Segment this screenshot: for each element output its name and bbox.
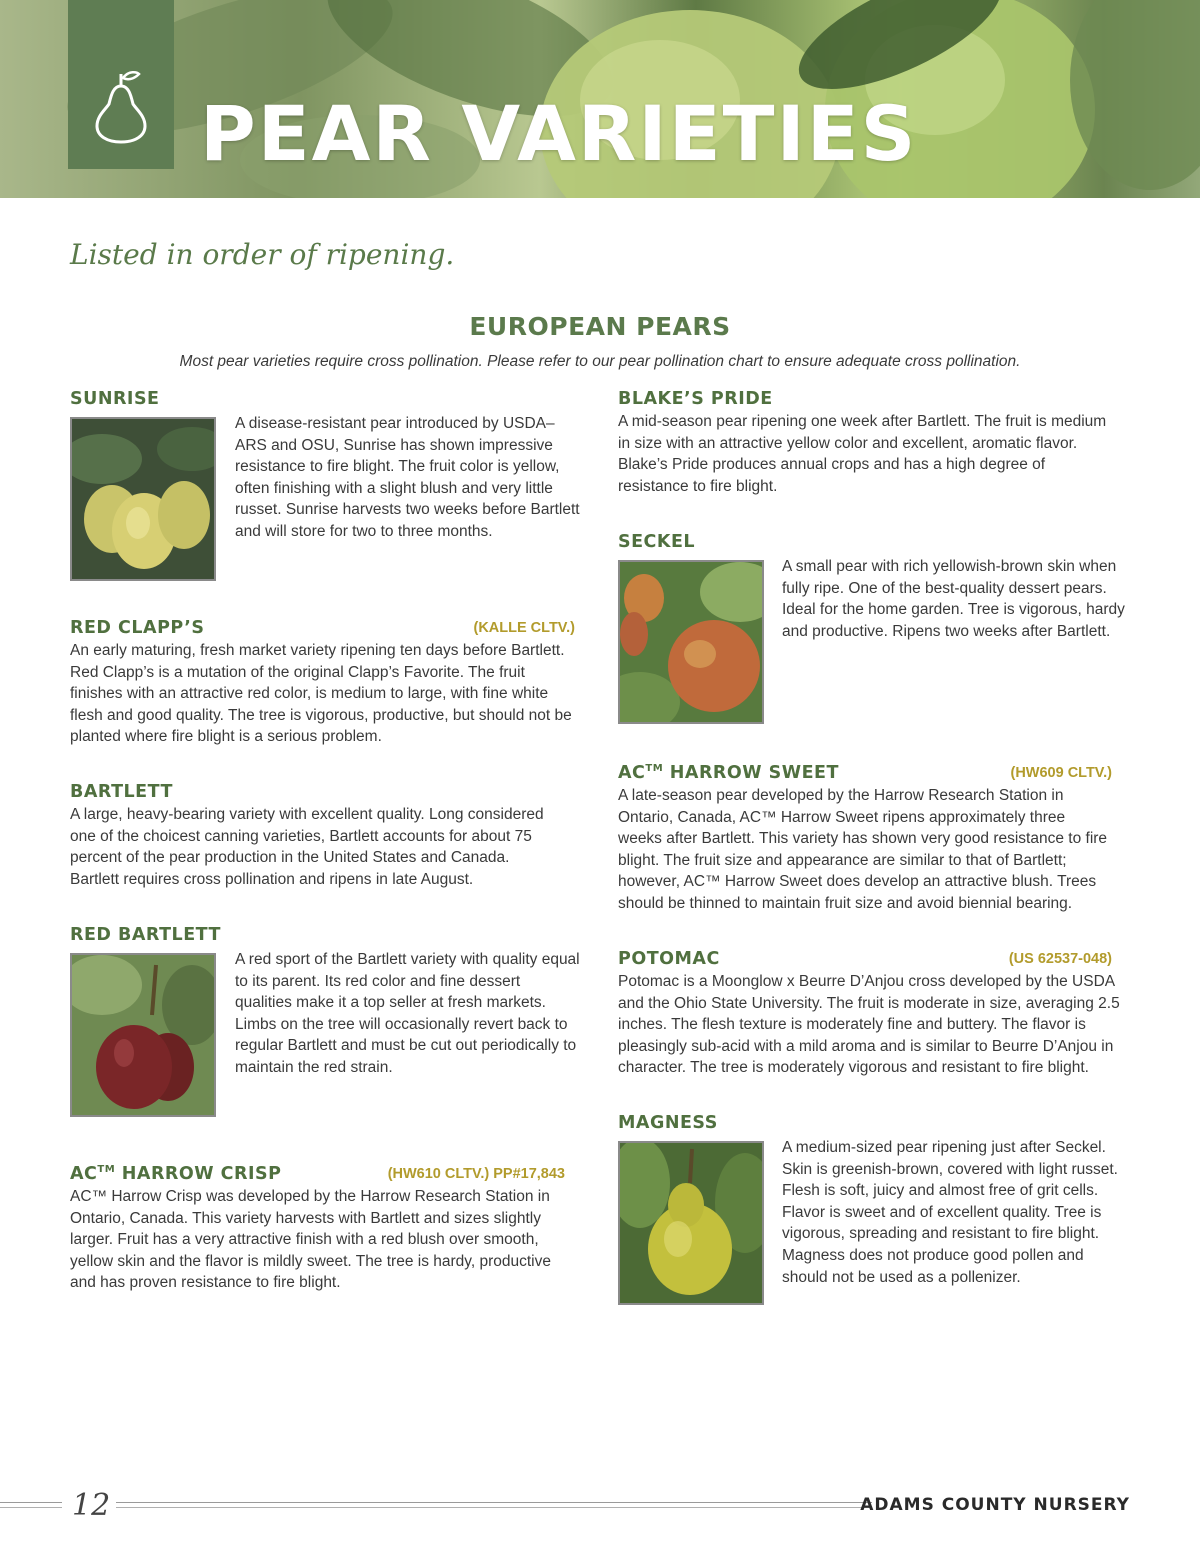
variety-red-bartlett bbox=[70, 925, 580, 1125]
variety-name: MAGNESS bbox=[618, 1113, 718, 1133]
variety-sunrise bbox=[70, 389, 580, 589]
variety-name: BLAKE’S PRIDE bbox=[618, 389, 773, 409]
magness-photo bbox=[618, 1141, 764, 1305]
variety-name: RED CLAPP’S bbox=[70, 618, 205, 638]
variety-name: POTOMAC bbox=[618, 949, 720, 969]
variety-description: A medium-sized pear ripening just after Seckel. Skin is greenish-brown, covered with light russet. Flesh is soft, juicy and almost free of grit cells. Flavor is sweet and of excellent quality. Tree is vigorous, spreading and resistant to fire blight. Magness does not produce good pollen and should not be used as a pollenizer. bbox=[782, 1139, 1118, 1286]
variety-description: A late-season pear developed by the Harrow Research Station in Ontario, Canada, AC™ Harrow Sweet ripens approximately three weeks after Bartlett. This variety has shown very good resistance to fire blight. The fruit size and appearance are similar to that of Bartlett; however, AC™ Harrow Sweet does develop an attractive blush. Trees should be thinned to maintain fruit size and avoid biennial bearing. bbox=[618, 787, 1108, 912]
variety-seckel bbox=[618, 532, 1130, 732]
variety-description: AC™ Harrow Crisp was developed by the Harrow Research Station in Ontario, Canada. This variety harvests with Bartlett and sizes slightly larger. Fruit has a very attractive finish with a red blush over smooth, yellow skin and the flavor is mildly sweet. The tree is hardy, productive and has proven resistance to fire blight. bbox=[70, 1188, 551, 1292]
variety-name: AC™ HARROW SWEET bbox=[618, 763, 839, 783]
pear-icon bbox=[93, 68, 149, 144]
footer-rule-left bbox=[0, 1502, 62, 1503]
variety-name: AC™ HARROW CRISP bbox=[70, 1164, 282, 1184]
page-number: 12 bbox=[72, 1488, 111, 1523]
red-bartlett-photo bbox=[70, 953, 216, 1117]
trademark-mark: TM bbox=[97, 1164, 116, 1176]
variety-description: Potomac is a Moonglow x Beurre D’Anjou cross developed by the USDA and the Ohio State University. The fruit is moderate in size, averaging 2.5 inches. The flesh texture is moderately fine and buttery. The flavor is pleasingly sub-acid with a mild aroma and is similar to Beurre D’Anjou in character. The tree is moderately vigorous and resistant to fire blight. bbox=[618, 973, 1120, 1077]
section-title: EUROPEAN PEARS bbox=[469, 312, 731, 341]
seckel-photo bbox=[618, 560, 764, 724]
sunrise-photo bbox=[70, 417, 216, 581]
header-banner bbox=[0, 0, 1200, 198]
variety-potomac bbox=[618, 949, 1126, 1079]
footer-rule-left-2 bbox=[0, 1507, 62, 1508]
cultivar-code: (HW610 CLTV.) PP#17,843 bbox=[387, 1166, 565, 1182]
variety-name: SUNRISE bbox=[70, 389, 160, 409]
variety-red-clapps bbox=[70, 618, 575, 748]
page-title: PEAR VARIETIES bbox=[200, 89, 918, 178]
cultivar-code: (HW609 CLTV.) bbox=[1010, 765, 1112, 781]
variety-bartlett bbox=[70, 782, 560, 890]
variety-description: A large, heavy-bearing variety with excellent quality. Long considered one of the choicest canning varieties, Bartlett accounts for about 75 percent of the pear production in the United States and Canada. Bartlett requires cross pollination and ripens in late August. bbox=[70, 806, 544, 888]
variety-blakes-pride bbox=[618, 389, 1118, 497]
variety-name: SECKEL bbox=[618, 532, 696, 552]
variety-description: A disease-resistant pear introduced by USDA–ARS and OSU, Sunrise has shown impressive resistance to fire blight. The fruit color is yellow, often finishing with a slight blush and very little russet. Sunrise harvests two weeks before Bartlett and will store for two to three months. bbox=[235, 415, 580, 540]
variety-harrow-crisp bbox=[70, 1164, 565, 1294]
variety-harrow-sweet bbox=[618, 763, 1112, 915]
variety-magness bbox=[618, 1113, 1130, 1313]
variety-description: A small pear with rich yellowish-brown skin when fully ripe. One of the best-quality dessert pears. Ideal for the home garden. Tree is vigorous, hardy and productive. Ripens two weeks after Bartlett. bbox=[782, 558, 1125, 640]
section-note: Most pear varieties require cross pollination. Please refer to our pear pollination chart to ensure adequate cross pollination. bbox=[179, 353, 1021, 370]
footer-rule-right bbox=[116, 1502, 872, 1503]
cultivar-code: (US 62537-048) bbox=[1008, 951, 1112, 967]
trademark-mark: TM bbox=[645, 763, 664, 775]
variety-description: A mid-season pear ripening one week after Bartlett. The fruit is medium in size with an attractive yellow color and excellent, aromatic flavor. Blake’s Pride produces annual crops and has a high degree of resistance to fire blight. bbox=[618, 413, 1107, 495]
variety-name: RED BARTLETT bbox=[70, 925, 221, 945]
brand-name: ADAMS COUNTY NURSERY bbox=[860, 1495, 1130, 1515]
variety-description: An early maturing, fresh market variety ripening ten days before Bartlett. Red Clapp’s is a mutation of the original Clapp’s Favorite. The fruit finishes with an attractive red color, is medium to large, with fine white flesh and good quality. The tree is vigorous, productive, but should not be planted where fire blight is a serious problem. bbox=[70, 642, 572, 746]
cultivar-code: (KALLE CLTV.) bbox=[473, 620, 575, 636]
pear-icon-block bbox=[68, 0, 174, 169]
variety-name: BARTLETT bbox=[70, 782, 173, 802]
footer-rule-right-2 bbox=[116, 1507, 872, 1508]
ripening-order-note: Listed in order of ripening. bbox=[70, 238, 455, 271]
variety-description: A red sport of the Bartlett variety with quality equal to its parent. Its red color and fine dessert qualities make it a top seller at fresh markets. Limbs on the tree will occasionally revert back to regular Bartlett and must be cut out periodically to maintain the red strain. bbox=[235, 951, 580, 1076]
